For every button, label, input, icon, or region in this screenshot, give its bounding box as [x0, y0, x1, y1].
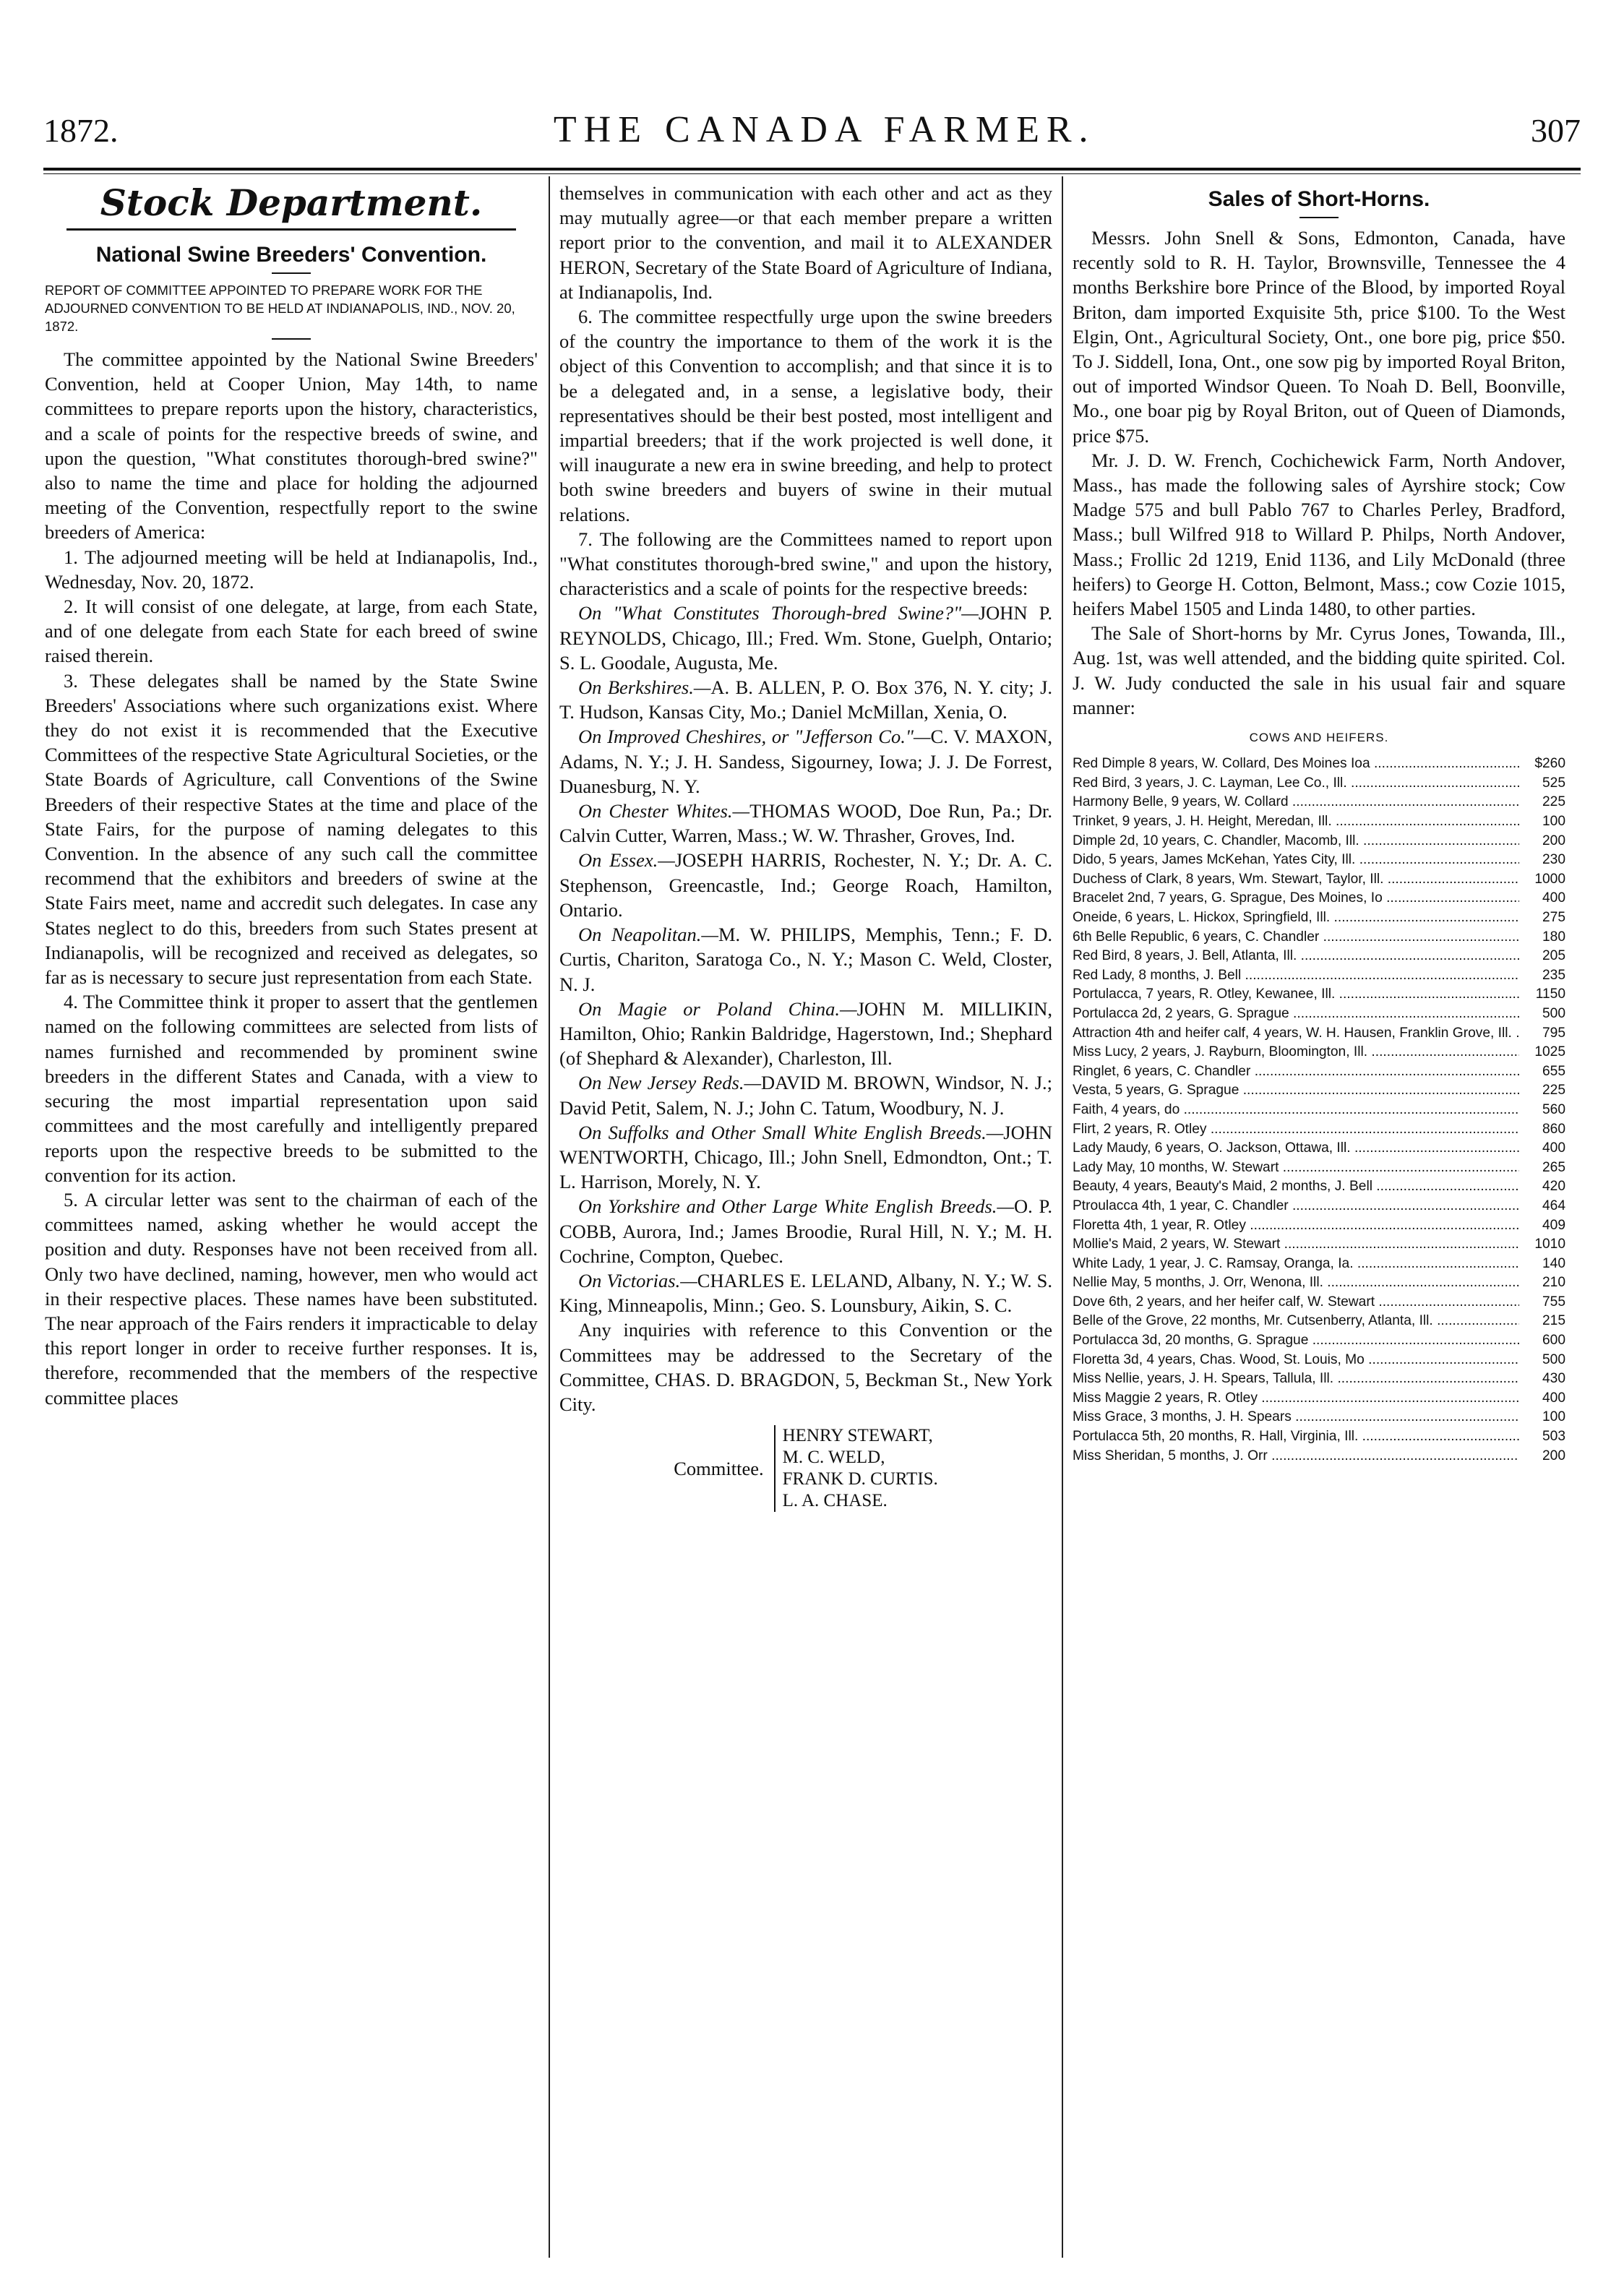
sale-item: 6th Belle Republic, 6 years, C. Chandler ..... [1073, 928, 1519, 947]
committee-topic: On Chester Whites.— [578, 800, 750, 822]
heading-rule [1299, 217, 1339, 218]
sale-row [1073, 1312, 1565, 1331]
committee-members: M. W. PHILIPS, Memphis, Tenn.; F. D. Curtis, Chariton, Saratoga Co., N. Y.; Mason C. Weld, Closter, N. J. [559, 924, 1052, 995]
sale-price: 200 [1542, 833, 1565, 848]
sale-item: Harmony Belle, 9 years, W. Collard ..... [1073, 793, 1519, 812]
column-1 [45, 181, 538, 2255]
sale-item: Portulacca 5th, 20 months, R. Hall, Virginia, Ill. ..... [1073, 1427, 1519, 1447]
committee-topic: On New Jersey Reds.— [578, 1072, 762, 1094]
sale-item: Floretta 4th, 1 year, R. Otley ..... [1073, 1216, 1519, 1236]
committee-members: THOMAS WOOD, Doe Run, Pa.; Dr. Calvin Cutter, Warren, Mass.; W. W. Thrasher, Groves, Ind. [559, 800, 1052, 847]
paragraph: 2. It will consist of one delegate, at large, from each State, and of one delegate from each State for each breed of swine raised therein. [45, 596, 538, 667]
paragraph: 7. The following are the Committees named to report upon "What constitutes thorough-bred swine," and upon the history, characteristics and a scale of points for the respective breeds: [559, 528, 1052, 600]
committee-signature [559, 1425, 1052, 1512]
column-3 [1073, 181, 1565, 2255]
sale-item: Oneide, 6 years, L. Hickox, Springfield, Ill. ..... [1073, 908, 1519, 928]
sale-row [1073, 889, 1565, 908]
sale-item: Miss Lucy, 2 years, J. Rayburn, Bloomington, Ill. ..... [1073, 1043, 1519, 1062]
header-title: THE CANADA FARMER. [553, 109, 1096, 150]
sale-item: Dove 6th, 2 years, and her heifer calf, W. Stewart ..... [1073, 1293, 1519, 1312]
sale-item: Nellie May, 5 months, J. Orr, Wenona, Ill. ..... [1073, 1273, 1519, 1293]
header-page-number: 307 [1530, 112, 1581, 149]
committee-members: JOHN P. REYNOLDS, Chicago, Ill.; Fred. Wm. Stone, Guelph, Ontario; S. L. Goodale, Augusta, Me. [559, 602, 1052, 674]
committee-name: FRANK D. CURTIS. [782, 1469, 938, 1489]
title-rule [66, 228, 516, 231]
sale-item: Duchess of Clark, 8 years, Wm. Stewart, Taylor, Ill. ..... [1073, 870, 1519, 890]
column-divider [549, 176, 550, 2258]
committee-members: DAVID M. BROWN, Windsor, N. J.; David Petit, Salem, N. J.; John C. Tatum, Woodbury, N. J. [559, 1072, 1052, 1119]
committee-entry [559, 601, 1052, 675]
sale-price: 215 [1542, 1313, 1565, 1329]
sale-row [1073, 1197, 1565, 1216]
sale-price: 235 [1542, 967, 1565, 983]
sale-row [1073, 1216, 1565, 1236]
sale-price: 560 [1542, 1101, 1565, 1117]
paragraph: 5. A circular letter was sent to the chairman of each of the committees named, asking whether he would accept the position and duty. Responses have not been received from all. Only two have declined, naming, however, men who would act in their respective places. These names have been substituted. The near approach of the Fairs renders it impracticable to delay this report longer in order to receive further responses. It is, therefore, recommended that the members of the respective committee places [45, 1188, 538, 1409]
sale-row [1073, 812, 1565, 832]
committee-entry [559, 675, 1052, 724]
committee-members: A. B. ALLEN, P. O. Box 376, N. Y. city; J. T. Hudson, Kansas City, Mo.; Daniel McMillan, Xenia, O. [559, 676, 1052, 723]
committee-members: JOHN M. MILLIKIN, Hamilton, Ohio; Rankin Baldridge, Hagerstown, Ind.; Shephard (of Shephard & Alexander), Charleston, Ill. [559, 997, 1052, 1070]
sale-item: Portulacca, 7 years, R. Otley, Kewanee, Ill. ..... [1073, 985, 1519, 1005]
sale-price: 1000 [1534, 871, 1565, 887]
sale-row [1073, 947, 1565, 966]
sale-price: 140 [1542, 1255, 1565, 1271]
header-rule [43, 168, 1581, 174]
sale-price: 525 [1542, 775, 1565, 791]
sale-price: 1150 [1535, 986, 1565, 1002]
sale-item: Portulacca 3d, 20 months, G. Sprague ..... [1073, 1331, 1519, 1351]
column-2 [559, 181, 1052, 2255]
sale-item: Lady Maudy, 6 years, O. Jackson, Ottawa, Ill. ..... [1073, 1139, 1519, 1158]
committee-members: CHARLES E. LELAND, Albany, N. Y.; W. S. King, Minneapolis, Minn.; Geo. S. Lounsbury, Aikin, S. C. [559, 1269, 1052, 1317]
sale-price: 430 [1542, 1371, 1565, 1387]
sale-item: Flirt, 2 years, R. Otley ..... [1073, 1120, 1519, 1140]
subtitle-rule [272, 338, 311, 340]
sale-price: 755 [1542, 1294, 1565, 1310]
sale-row [1073, 1177, 1565, 1197]
committee-entry [559, 724, 1052, 799]
sale-row [1073, 1370, 1565, 1389]
sale-row [1073, 1273, 1565, 1293]
sale-item: Miss Sheridan, 5 months, J. Orr ..... [1073, 1447, 1519, 1466]
sale-row [1073, 908, 1565, 928]
sale-price: 600 [1542, 1333, 1565, 1349]
sale-price: 1025 [1534, 1044, 1565, 1060]
paragraph: The Sale of Short-horns by Mr. Cyrus Jones, Towanda, Ill., Aug. 1st, was well attended, and the bidding quite spirited. Col. J. W. Judy conducted the sale in his usual fair and square manner: [1073, 622, 1565, 718]
sale-price: 655 [1542, 1063, 1565, 1079]
paragraph: 6. The committee respectfully urge upon the swine breeders of the country the importance to them of the work it is the object of this Convention to accomplish; and that since it is to be a delegated and, in a sense, a legislative body, their representatives should be their best posted, most intelligent and impartial breeders; that if the work projected is well done, it will inaugurate a new era in swine breeding, and help to protect both swine breeders and buyers of swine in their mutual relations. [559, 306, 1052, 525]
sale-item: Floretta 3d, 4 years, Chas. Wood, St. Louis, Mo ..... [1073, 1351, 1519, 1370]
committee-topic: On Improved Cheshires, or "Jefferson Co."— [578, 726, 931, 748]
sale-row [1073, 1389, 1565, 1409]
sale-row [1073, 1293, 1565, 1312]
sale-row [1073, 1043, 1565, 1062]
sale-item: Trinket, 9 years, J. H. Height, Meredan, Ill. ..... [1073, 812, 1519, 832]
sale-row [1073, 793, 1565, 812]
committee-entry [559, 922, 1052, 997]
sale-price: 860 [1542, 1121, 1565, 1137]
sales-table-heading: COWS AND HEIFERS. [1249, 731, 1389, 745]
sale-item: Belle of the Grove, 22 months, Mr. Cutsenberry, Atlanta, Ill. ..... [1073, 1312, 1519, 1331]
committee-members: C. V. MAXON, Adams, N. Y.; J. H. Sandess, Sigourney, Iowa; J. J. De Forrest, Duanesburg, N. Y. [559, 726, 1052, 797]
sale-price: 400 [1542, 1390, 1565, 1406]
sale-item: Dimple 2d, 10 years, C. Chandler, Macomb, Ill. ..... [1073, 832, 1519, 851]
committee-topic: On "What Constitutes Thorough-bred Swine?"— [578, 602, 979, 624]
committee-topic: On Essex.— [578, 849, 675, 872]
paragraph: Any inquiries with reference to this Convention or the Committees may be addressed to the Secretary of the Committee, CHAS. D. BRAGDON, 5, Beckman St., New York City. [559, 1319, 1052, 1415]
sale-price: 100 [1542, 1409, 1565, 1425]
sale-price: 200 [1542, 1448, 1565, 1463]
committee-entry [559, 997, 1052, 1071]
sale-price: 500 [1542, 1005, 1565, 1021]
committee-members: O. P. COBB, Aurora, Ind.; James Broodie, Rural Hill, N. Y.; M. H. Cochrine, Compton, Quebec. [559, 1195, 1052, 1267]
heading-rule [272, 272, 311, 274]
sale-row [1073, 1062, 1565, 1082]
committee-entry [559, 1120, 1052, 1195]
sale-item: Beauty, 4 years, Beauty's Maid, 2 months, J. Bell ..... [1073, 1177, 1519, 1197]
committee-topic: On Neapolitan.— [578, 924, 718, 946]
sale-price: 225 [1542, 794, 1565, 810]
sale-price: 230 [1542, 852, 1565, 868]
sale-price: 464 [1542, 1198, 1565, 1213]
sale-item: Ringlet, 6 years, C. Chandler ..... [1073, 1062, 1519, 1082]
committee-topic: On Suffolks and Other Small White English Breeds.— [578, 1121, 1004, 1143]
sale-row [1073, 1139, 1565, 1158]
sale-price: 180 [1542, 929, 1565, 945]
article-heading: Sales of Short-Horns. [1208, 187, 1430, 211]
sale-item: Miss Maggie 2 years, R. Otley ..... [1073, 1389, 1519, 1409]
sale-price: 400 [1542, 890, 1565, 906]
sale-row [1073, 870, 1565, 890]
committee-entry [559, 1070, 1052, 1119]
sale-item: Faith, 4 years, do ..... [1073, 1101, 1519, 1120]
sales-table [1073, 754, 1565, 1466]
sale-price: 210 [1542, 1275, 1565, 1291]
sale-item: Attraction 4th and heifer calf, 4 years, W. H. Hausen, Franklin Grove, Ill. ..... [1073, 1024, 1519, 1044]
sale-price: 225 [1542, 1083, 1565, 1098]
paragraph: 1. The adjourned meeting will be held at Indianapolis, Ind., Wednesday, Nov. 20, 1872. [45, 546, 538, 593]
sale-item: Miss Nellie, years, J. H. Spears, Tallula, Ill. ..... [1073, 1370, 1519, 1389]
sale-row [1073, 985, 1565, 1005]
sale-price: 100 [1542, 814, 1565, 830]
sale-row [1073, 1101, 1565, 1120]
committee-topic: On Yorkshire and Other Large White English Breeds.— [578, 1195, 1014, 1218]
department-title: Stock Department. [100, 181, 483, 224]
sale-item: Portulacca 2d, 2 years, G. Sprague ..... [1073, 1005, 1519, 1024]
report-subtitle: REPORT OF COMMITTEE APPOINTED TO PREPARE WORK FOR THE ADJOURNED CONVENTION TO BE HELD AT INDIANAPOLIS, IND., NOV. 20, 1872. [45, 283, 515, 334]
sale-item: Red Lady, 8 months, J. Bell ..... [1073, 966, 1519, 986]
sale-price: 205 [1542, 948, 1565, 964]
committee-members: JOHN WENTWORTH, Chicago, Ill.; John Snell, Edmondton, Ont.; T. L. Harrison, Morely, N. Y. [559, 1121, 1052, 1193]
paragraph: themselves in communication with each other and act as they may mutually agree—or that each member prepare a written report prior to the convention, and mail it to ALEXANDER HERON, Secretary of the State Board of Agriculture of Indiana, at Indianapolis, Ind. [559, 182, 1052, 303]
sale-row [1073, 1447, 1565, 1466]
sale-row [1073, 1255, 1565, 1274]
sale-item: Dido, 5 years, James McKehan, Yates City, Ill. ..... [1073, 851, 1519, 870]
column-divider [1062, 176, 1063, 2258]
paragraph: Messrs. John Snell & Sons, Edmonton, Canada, have recently sold to R. H. Taylor, Brownsville, Tennessee the 4 months Berkshire bore Prince of the Blood, by imported Royal Briton, dam imported Exquisite 5th, price $100. To the West Elgin, Ont., Agricultural Society, Ont., one bore pig, price $50. To J. Siddell, Iona, Ont., one sow pig by imported Royal Briton, out of imported Windsor Queen. To Noah D. Bell, Boonville, Mo., one boar pig by Royal Briton, out of Queen of Diamonds, price $75. [1073, 227, 1565, 447]
committee-entry [559, 799, 1052, 848]
paragraph: 4. The Committee think it proper to assert that the gentlemen named on the following committees are selected from lists of names furnished and recommended by prominent swine breeders in the different States and Canada, with a view to securing the most impartial representation upon said committees and the most carefully and intelligently prepared reports upon the respective breeds to be submitted to the convention for its action. [45, 991, 538, 1186]
sale-row [1073, 966, 1565, 986]
sale-item: Vesta, 5 years, G. Sprague ..... [1073, 1081, 1519, 1101]
sale-row [1073, 1081, 1565, 1101]
sale-price: 275 [1542, 910, 1565, 926]
paragraph: 3. These delegates shall be named by the State Swine Breeders' Associations where such organizations exist. Where they do not exist it is recommended that the Executive Committees of the respective State Agricultural Societies, or the State Boards of Agriculture, call Conventions of the Swine Breeders of their respective States at the time and place of the State Fairs, for the purpose of naming delegates to this Convention. In the absence of any such call the committee recommend that the exhibitors and breeders of swine at the State Fairs meet, name and accredit such delegates. In case any States neglect to do this, breeders from such States present at Indianapolis, will be recognized and received as delegates, so far as is necessary to secure just representation from each State. [45, 669, 538, 989]
committee-name: HENRY STEWART, [782, 1426, 933, 1446]
sale-row [1073, 754, 1565, 774]
sale-item: White Lady, 1 year, J. C. Ramsay, Oranga, Ia. ..... [1073, 1255, 1519, 1274]
committee-label: Committee. [674, 1458, 764, 1480]
sale-row [1073, 774, 1565, 794]
committee-name: M. C. WELD, [782, 1448, 885, 1468]
sale-price: 1010 [1534, 1237, 1565, 1252]
sale-price: 795 [1542, 1025, 1565, 1041]
sale-item: Mollie's Maid, 2 years, W. Stewart ..... [1073, 1235, 1519, 1255]
paragraph: The committee appointed by the National Swine Breeders' Convention, held at Cooper Union, May 14th, to name committees to prepare reports upon the history, characteristics, and a scale of points for the respective breeds of swine, and upon the question, "What constitutes thorough-bred swine?" also to name the time and place for holding the adjourned meeting of the Convention, respectfully report to the swine breeders of America: [45, 348, 538, 543]
sale-item: Red Bird, 3 years, J. C. Layman, Lee Co., Ill. ..... [1073, 774, 1519, 794]
sale-price: 409 [1542, 1217, 1565, 1233]
committee-entry [559, 848, 1052, 922]
committee-members: JOSEPH HARRIS, Rochester, N. Y.; Dr. A. C. Stephenson, Greencastle, Ind.; George Roach, Hamilton, Ontario. [559, 849, 1052, 921]
sale-item: Miss Grace, 3 months, J. H. Spears ..... [1073, 1408, 1519, 1427]
sale-row [1073, 1427, 1565, 1447]
sale-price: 400 [1542, 1140, 1565, 1156]
sale-price: 265 [1542, 1159, 1565, 1175]
committee-topic: On Victorias.— [578, 1269, 697, 1291]
committee-name: L. A. CHASE. [782, 1491, 888, 1511]
header-year: 1872. [43, 112, 119, 149]
committee-entry [559, 1268, 1052, 1317]
sale-row [1073, 851, 1565, 870]
sale-row [1073, 832, 1565, 851]
sale-item: Ptroulacca 4th, 1 year, C. Chandler ..... [1073, 1197, 1519, 1216]
committee-entry [559, 1194, 1052, 1268]
sale-row [1073, 1351, 1565, 1370]
sale-price: 503 [1542, 1429, 1565, 1445]
sale-price: 500 [1542, 1351, 1565, 1367]
sale-item: Red Dimple 8 years, W. Collard, Des Moines Ioa ..... [1073, 754, 1519, 774]
sale-row [1073, 1158, 1565, 1178]
sale-item: Lady May, 10 months, W. Stewart ..... [1073, 1158, 1519, 1178]
sale-item: Red Bird, 8 years, J. Bell, Atlanta, Ill. ..... [1073, 947, 1519, 966]
page-header [43, 108, 1581, 166]
sale-row [1073, 928, 1565, 947]
paragraph: Mr. J. D. W. French, Cochichewick Farm, North Andover, Mass., has made the following sales of Ayrshire stock; Cow Madge 575 and bull Pablo 767 to Charles Perley, Bradford, Mass.; bull Wilfred 918 to Willard P. Philps, North Andover, Mass.; Frollic 2d 1219, Enid 1136, and Lily McDonald (three heifers) to George H. Cotton, Belmont, Mass.; cow Cozie 1015, heifers Mabel 1505 and Linda 1480, to other parties. [1073, 449, 1565, 620]
committee-topic: On Berkshires.— [578, 676, 711, 699]
article-heading: National Swine Breeders' Convention. [95, 243, 487, 267]
sale-row [1073, 1005, 1565, 1024]
sale-item: Bracelet 2nd, 7 years, G. Sprague, Des Moines, Io ..... [1073, 889, 1519, 908]
sale-row [1073, 1331, 1565, 1351]
sale-price: 420 [1542, 1179, 1565, 1195]
committee-topic: On Magie or Poland China.— [578, 997, 857, 1020]
sale-row [1073, 1024, 1565, 1044]
sale-price: $260 [1534, 756, 1565, 772]
sale-row [1073, 1408, 1565, 1427]
sale-row [1073, 1235, 1565, 1255]
sale-row [1073, 1120, 1565, 1140]
committee-names [774, 1425, 938, 1512]
